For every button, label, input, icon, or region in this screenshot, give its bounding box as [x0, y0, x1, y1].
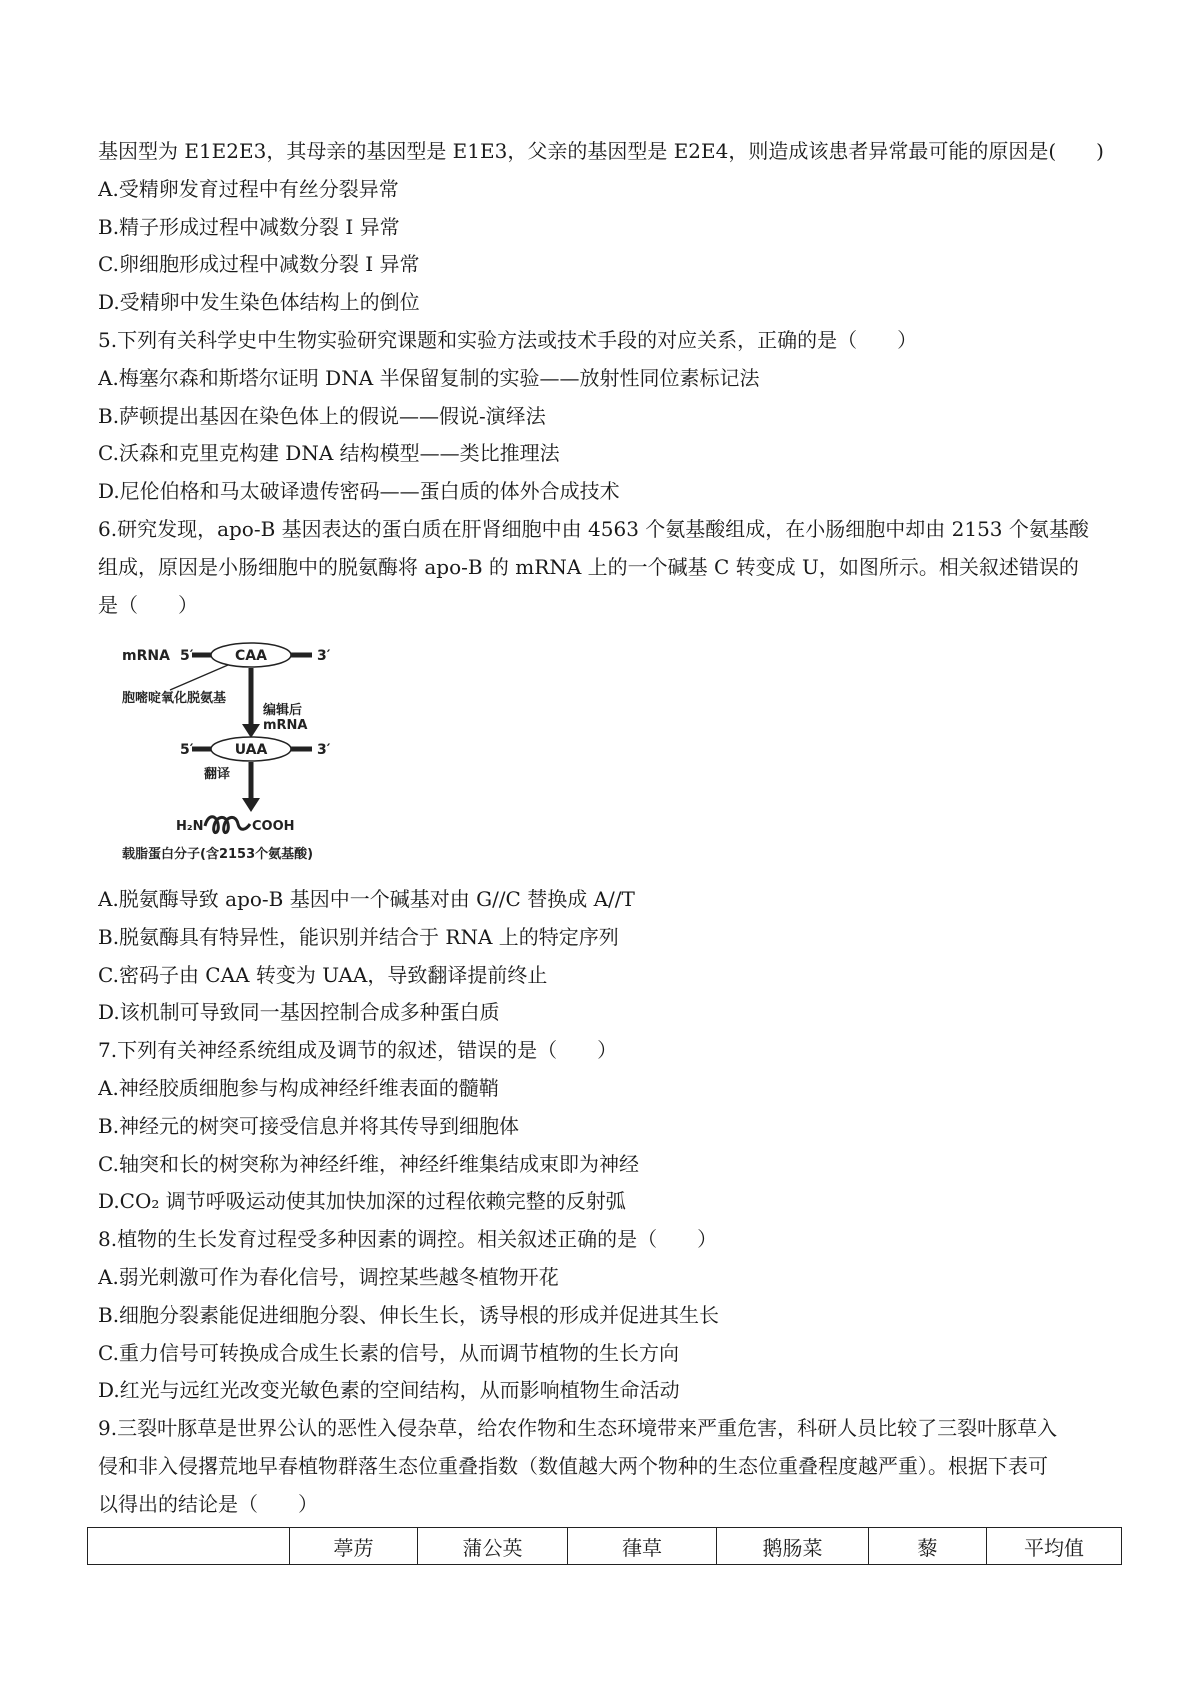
c-terminus-label: COOH	[252, 819, 295, 834]
q6-option-a: A.脱氨酶导致 apo-B 基因中一个碱基对由 G//C 替换成 A//T	[98, 887, 635, 911]
table-header-cell: 葶苈	[290, 1528, 418, 1565]
table-header-cell: 平均值	[987, 1528, 1122, 1565]
q5-option-b: B.萨顿提出基因在染色体上的假说——假说-演绎法	[98, 403, 546, 428]
q7-option-d: D.CO₂ 调节呼吸运动使其加快加深的过程依赖完整的反射弧	[98, 1189, 626, 1214]
q8-option-d: D.红光与远红光改变光敏色素的空间结构，从而影响植物生命活动	[98, 1378, 680, 1403]
q9-stem-line-1: 9.三裂叶豚草是世界公认的恶性入侵杂草，给农作物和生态环境带来严重危害，科研人员比较了三裂叶豚草入	[98, 1416, 1058, 1441]
edited-label-line-2: mRNA	[263, 718, 308, 733]
table-header-cell: 蒲公英	[418, 1528, 568, 1565]
q4-stem-tail: 基因型为 E1E2E3，其母亲的基因型是 E1E3，父亲的基因型是 E2E4，则造成该患者异常最可能的原因是( )	[98, 139, 1104, 163]
table-header-cell: 葎草	[568, 1528, 717, 1565]
q4-option-d: D.受精卵中发生染色体结构上的倒位	[98, 290, 420, 315]
q6-stem-line-2: 组成，原因是小肠细胞中的脱氨酶将 apo-B 的 mRNA 上的一个碱基 C 转变成 U，如图所示。相关叙述错误的	[98, 554, 1079, 579]
q9-stem-line-3: 以得出的结论是（ ）	[98, 1491, 318, 1516]
q4-option-a: A.受精卵发育过程中有丝分裂异常	[98, 176, 399, 201]
edited-label-line-1: 编辑后	[263, 703, 303, 718]
deamination-leader-line	[170, 665, 228, 690]
q8-option-c: C.重力信号可转换成合成生长素的信号，从而调节植物的生长方向	[98, 1340, 679, 1365]
table-header-corner	[88, 1528, 290, 1565]
three-prime-label-bottom: 3′	[317, 742, 331, 758]
three-prime-label-top: 3′	[317, 648, 331, 664]
q6-option-c: C.密码子由 CAA 转变为 UAA，导致翻译提前终止	[98, 962, 548, 987]
product-caption: 载脂蛋白分子(含2153个氨基酸)	[122, 847, 314, 862]
q7-option-b: B.神经元的树突可接受信息并将其传导到细胞体	[98, 1113, 520, 1138]
q8-stem: 8.植物的生长发育过程受多种因素的调控。相关叙述正确的是（ ）	[98, 1227, 718, 1252]
niche-overlap-table	[87, 1527, 1122, 1565]
codon-before: CAA	[235, 648, 267, 664]
q9-stem-line-2: 侵和非入侵撂荒地早春植物群落生态位重叠指数（数值越大两个物种的生态位重叠程度越严重）。根据下表可	[98, 1453, 1048, 1478]
table-header-cell: 藜	[869, 1528, 987, 1565]
mrna-label: mRNA	[122, 648, 170, 664]
q4-option-b: B.精子形成过程中减数分裂 I 异常	[98, 214, 400, 239]
table-header-cell: 鹅肠菜	[717, 1528, 869, 1565]
q6-stem-line-3: 是（ ）	[98, 592, 198, 617]
five-prime-label-bottom: 5′	[180, 742, 194, 758]
five-prime-label-top: 5′	[180, 648, 194, 664]
deamination-label: 胞嘧啶氧化脱氨基	[122, 691, 227, 706]
codon-after: UAA	[234, 742, 268, 758]
q8-option-a: A.弱光刺激可作为春化信号，调控某些越冬植物开花	[98, 1264, 559, 1289]
q6-option-b: B.脱氨酶具有特异性，能识别并结合于 RNA 上的特定序列	[98, 924, 619, 949]
q5-option-a: A.梅塞尔森和斯塔尔证明 DNA 半保留复制的实验——放射性同位素标记法	[98, 365, 760, 390]
table-header-row	[88, 1528, 1122, 1565]
q6-option-d: D.该机制可导致同一基因控制合成多种蛋白质	[98, 1000, 500, 1025]
mrna-editing-figure	[120, 638, 380, 868]
q5-stem: 5.下列有关科学史中生物实验研究课题和实验方法或技术手段的对应关系，正确的是（ ）	[98, 327, 918, 352]
q4-option-c: C.卵细胞形成过程中减数分裂 I 异常	[98, 252, 420, 277]
q7-option-a: A.神经胶质细胞参与构成神经纤维表面的髓鞘	[98, 1075, 499, 1100]
text-block-lower	[98, 881, 1138, 1524]
q5-option-c: C.沃森和克里克构建 DNA 结构模型——类比推理法	[98, 441, 560, 466]
translation-arrow-head	[242, 798, 260, 812]
editing-arrow-head	[242, 724, 260, 738]
q5-option-d: D.尼伦伯格和马太破译遗传密码——蛋白质的体外合成技术	[98, 479, 620, 504]
translation-label: 翻译	[204, 767, 231, 782]
q7-stem: 7.下列有关神经系统组成及调节的叙述，错误的是（ ）	[98, 1038, 618, 1063]
n-terminus-label: H₂N	[176, 819, 204, 834]
q7-option-c: C.轴突和长的树突称为神经纤维，神经纤维集结成束即为神经	[98, 1151, 639, 1176]
protein-chain-squiggle	[205, 817, 250, 833]
q8-option-b: B.细胞分裂素能促进细胞分裂、伸长生长，诱导根的形成并促进其生长	[98, 1302, 720, 1327]
q6-stem-line-1: 6.研究发现，apo-B 基因表达的蛋白质在肝肾细胞中由 4563 个氨基酸组成，在小肠细胞中却由 2153 个氨基酸	[98, 516, 1089, 541]
text-block-upper	[98, 133, 1138, 624]
